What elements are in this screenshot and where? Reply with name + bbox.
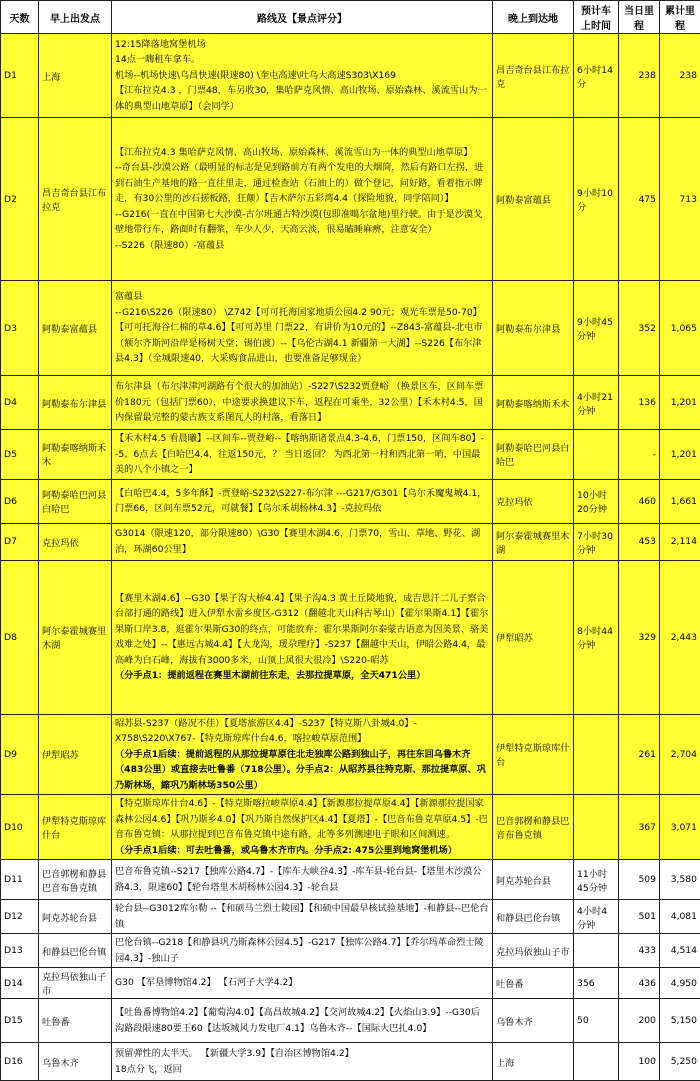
start-location-cell: 伊犁昭苏	[39, 714, 112, 795]
end-location-cell: 昌吉奇台县江布拉克	[493, 34, 574, 118]
drive-time-cell	[574, 934, 619, 968]
split-point-note: （分手点1后续：可去吐鲁番，或乌鲁木齐市内。分手点2: 475公里到地窝堡机场）	[115, 843, 489, 859]
route-cell	[112, 34, 493, 118]
route-cell	[112, 376, 493, 430]
day-cell: D6	[1, 479, 39, 523]
route-cell	[112, 118, 493, 281]
route-line: 【白哈巴4.4，5多年酥】-贾登峪-S232\S227-布尔津 ---G217/G301【乌尔禾魔鬼城4.1，门票66，区间车票52元，可就餐】【乌尔禾胡杨林4.3】-克拉玛依	[115, 486, 489, 517]
end-location-cell: 克拉玛依独山子市	[493, 934, 574, 968]
start-location-cell: 阿勒泰布尔津县	[39, 376, 112, 430]
total-mileage-cell: 5,150	[660, 999, 700, 1043]
route-line: 预留弹性的太半天。 【新疆大学3.9】【自治区博物馆4.2】	[115, 1046, 489, 1062]
header-row	[1, 1, 700, 34]
route-cell	[112, 934, 493, 968]
drive-time-cell: 50	[574, 999, 619, 1043]
drive-time-cell	[574, 430, 619, 480]
table-row	[1, 34, 700, 118]
day-cell: D8	[1, 560, 39, 714]
route-line: 【江布拉克4.3 ，门票48，车另收30，集哈萨克风情、高山牧场、原始森林、溪流雪山为一体的典型山地草原】（会同学）	[115, 83, 489, 114]
route-line: --G216\S226（限速80） \Z742【可可托海国家地质公园4.2 90元；观光车票是50-70】【可可托海谷仁棉的草4.6】【可可苏里 门票22，有讲价为10元的】--Z843-富蕴县-北屯市（额尔齐斯河沿岸是杨树天堂；锡伯渡）--【乌伦古湖4.1 新疆第一大湖】--S226【布尔津县4.3】（全城限速40，大采购食品进山，也要准备足够现金）	[115, 305, 489, 367]
table-row	[1, 714, 700, 795]
day-cell: D7	[1, 523, 39, 560]
start-location-cell: 上海	[39, 34, 112, 118]
day-cell: D16	[1, 1043, 39, 1081]
route-cell	[112, 860, 493, 900]
day-cell: D11	[1, 860, 39, 900]
daily-mileage-cell: 329	[619, 560, 660, 714]
day-cell: D3	[1, 281, 39, 376]
route-cell	[112, 430, 493, 480]
start-location-cell: 伊犁特克斯琼库什台	[39, 795, 112, 860]
daily-mileage-cell: 352	[619, 281, 660, 376]
table-row	[1, 795, 700, 860]
daily-mileage-cell: 261	[619, 714, 660, 795]
end-location-cell: 阿克苏轮台县	[493, 860, 574, 900]
end-location-cell: 阿勒泰富蕴县	[493, 118, 574, 281]
route-line: --奇台县-沙漠公路（最明显的标志是见到路前方有两个发电的大烟筒，然后有路口左拐，进到石油生产基地的路一直往里走，通过检查站（石油上的）做个登记，问好路，看着指示牌走，有30公里的沙石搓板路，狂颠）【吉木萨尔五彩湾4.4（探险地貌，同学陪同）】	[115, 160, 489, 207]
route-line: 【赛里木湖4.6】--G30【果子沟大桥4.4】【果子沟4.3 黄土丘陵地貌，成吉思汗二儿子察合台部打通的路线】进入伊犁水雷乡度区-G312（翻越北天山科古琴山）【霍尔果斯4.1】【霍尔果斯口岸3.8，逛霍尔果斯G30的终点，可能放弃；霍尔果斯阿尔泰蒙古语意为因美景、骆美戏难之处】--【惠远古城4.4】【大龙沟，瑷尕理疗】-S237【翻越中天山，伊昭公路4.4，最高峰为白石峰，海拔有3000多米，山顶上风很大很冷】\S220-昭苏	[115, 591, 489, 669]
drive-time-cell: 7小时30分钟	[574, 523, 619, 560]
drive-time-cell: 6小时14分	[574, 34, 619, 118]
route-line: 【江布拉克4.3 集哈萨克风情、高山牧场、原始森林、溪流雪山为一体的典型山地草原】	[115, 145, 489, 161]
route-line: 18点分飞，返回	[115, 1062, 489, 1078]
start-location-cell: 阿勒泰喀纳斯禾木	[39, 430, 112, 480]
end-location-cell: 克拉玛依	[493, 479, 574, 523]
route-cell	[112, 795, 493, 860]
daily-mileage-cell: 200	[619, 999, 660, 1043]
start-location-cell: 阿尔泰霍城赛里木湖	[39, 560, 112, 714]
daily-mileage-cell: 436	[619, 968, 660, 999]
total-mileage-cell: 4,950	[660, 968, 700, 999]
day-cell: D4	[1, 376, 39, 430]
route-cell	[112, 281, 493, 376]
header-day: 天数	[1, 1, 39, 34]
route-line: --G216(一直在中国第七大沙漠-古尔班通古特沙漠(包即准噶尔盆地)里行驶。由于是沙漠戈壁地带行车，路面时有翻浆，车少人少，天高云淡，很易瞌睡麻痹，注意安全）	[115, 207, 489, 238]
route-line: 布尔津县（布尔津津河湖路有个很大的加油站）-S227\S232贾登峪 （换景区车，区间车票价180元（包括门票60），中途要求换建议下车，返程在可乘坐，32公里）【禾木村4.5，国内保留最完整的蒙古族支系图瓦人的村落，看落日】	[115, 379, 489, 426]
route-line: G30 【军垦博物馆4.2】 【石河子大学4.2】	[115, 975, 489, 991]
table-row	[1, 560, 700, 714]
drive-time-cell: 10小时20分钟	[574, 479, 619, 523]
start-location-cell: 乌鲁木齐	[39, 1043, 112, 1081]
route-cell	[112, 714, 493, 795]
table-row	[1, 430, 700, 480]
start-location-cell: 阿勒泰富蕴县	[39, 281, 112, 376]
table-row	[1, 934, 700, 968]
table-row	[1, 376, 700, 430]
end-location-cell: 伊犁昭苏	[493, 560, 574, 714]
total-mileage-cell: 1,661	[660, 479, 700, 523]
route-line: 巴伦台镇--G218【和静县巩乃斯森林公园4.5】-G217【独库公路4.7】【乔尔玛革命烈士陵园4.3】-独山子	[115, 935, 489, 966]
total-mileage-cell: 2,114	[660, 523, 700, 560]
start-location-cell: 吐鲁番	[39, 999, 112, 1043]
split-point-note: （分手点1：提前返程在赛里木湖前往东走，去那拉提草原，全天471公里）	[115, 668, 489, 684]
daily-mileage-cell: -	[619, 430, 660, 480]
daily-mileage-cell: 433	[619, 934, 660, 968]
route-line: G3014（限速120，部分限速80）\G30【赛里木湖4.6，门票70，雪山、草地、野花、湖泊，环湖60公里】	[115, 526, 489, 557]
start-location-cell: 阿勒泰哈巴河县白哈巴	[39, 479, 112, 523]
daily-mileage-cell: 475	[619, 118, 660, 281]
day-cell: D2	[1, 118, 39, 281]
route-line: 轮台县--G3012库尔勒 --【和硕马兰烈士陵园】【和硕中国最早核试验基地】-和静县--巴伦台镇	[115, 901, 489, 932]
header-start: 早上出发点	[39, 1, 112, 34]
drive-time-cell: 11小时45分钟	[574, 860, 619, 900]
route-line: 机场--机场快速\乌昌快速(限速80) \奎屯高速\吐乌大高速S303\X169	[115, 68, 489, 84]
total-mileage-cell: 1,201	[660, 376, 700, 430]
daily-mileage-cell: 501	[619, 900, 660, 934]
header-route: 路线及【景点评分】	[112, 1, 493, 34]
day-cell: D9	[1, 714, 39, 795]
route-line: 昭苏县-S237（路况不佳）【夏塔旅游区4.4】-S237【特克斯八卦城4.0】-X758\S220\X767-【特克斯琼库什台4.6，喀拉峻草原范围】	[115, 716, 489, 747]
route-line: 富蕴县	[115, 289, 489, 305]
table-row	[1, 860, 700, 900]
daily-mileage-cell: 238	[619, 34, 660, 118]
day-cell: D14	[1, 968, 39, 999]
start-location-cell: 克拉玛依独山子市	[39, 968, 112, 999]
header-daily: 当日里程	[619, 1, 660, 34]
route-cell	[112, 968, 493, 999]
route-line: 【特克斯琼库什台4.6】-【特克斯喀拉峻草原4.4】【新源那拉提草原4.4】【新源那拉提国家森林公园4.6】【巩乃斯乡4.0】【巩乃斯自然保护区4.4】【夏塔】-【巴音布鲁克草原4.5】-巴音布鲁克镇：从那拉提到巴音布鲁克镇中途有路，北等多列测速电子眼和区间测速。	[115, 796, 489, 843]
daily-mileage-cell: 460	[619, 479, 660, 523]
route-cell	[112, 999, 493, 1043]
daily-mileage-cell: 509	[619, 860, 660, 900]
drive-time-cell: 8小时44分钟	[574, 560, 619, 714]
header-time: 预计车上时间	[574, 1, 619, 34]
end-location-cell: 上海	[493, 1043, 574, 1081]
drive-time-cell	[574, 714, 619, 795]
drive-time-cell	[574, 795, 619, 860]
daily-mileage-cell: 453	[619, 523, 660, 560]
end-location-cell: 乌鲁木齐	[493, 999, 574, 1043]
route-line: 12:15降落地窝堡机场	[115, 37, 489, 53]
total-mileage-cell: 5,250	[660, 1043, 700, 1081]
table-row	[1, 523, 700, 560]
day-cell: D1	[1, 34, 39, 118]
header-total: 累计里程	[660, 1, 700, 34]
drive-time-cell: 356	[574, 968, 619, 999]
drive-time-cell: 4小时4分钟	[574, 900, 619, 934]
end-location-cell: 和静县巴伦台镇	[493, 900, 574, 934]
end-location-cell: 阿勒泰布尔津县	[493, 281, 574, 376]
drive-time-cell: 4小时21分钟	[574, 376, 619, 430]
route-cell	[112, 523, 493, 560]
day-cell: D12	[1, 900, 39, 934]
day-cell: D15	[1, 999, 39, 1043]
daily-mileage-cell: 100	[619, 1043, 660, 1081]
day-cell: D13	[1, 934, 39, 968]
total-mileage-cell: 713	[660, 118, 700, 281]
table-row	[1, 281, 700, 376]
end-location-cell: 吐鲁番	[493, 968, 574, 999]
end-location-cell: 伊犁特克斯琼库什台	[493, 714, 574, 795]
drive-time-cell: 9小时10分	[574, 118, 619, 281]
day-cell: D5	[1, 430, 39, 480]
start-location-cell: 昌吉奇台县江布拉克	[39, 118, 112, 281]
total-mileage-cell: 3,580	[660, 860, 700, 900]
table-row	[1, 968, 700, 999]
start-location-cell: 巴音郭楞和静县巴音布鲁克镇	[39, 860, 112, 900]
end-location-cell: 阿勒泰哈巴河县白哈巴	[493, 430, 574, 480]
table-row	[1, 999, 700, 1043]
end-location-cell: 阿勒泰喀纳斯禾木	[493, 376, 574, 430]
total-mileage-cell: 238	[660, 34, 700, 118]
table-row	[1, 118, 700, 281]
total-mileage-cell: 4,081	[660, 900, 700, 934]
end-location-cell: 阿尔泰霍城赛里木湖	[493, 523, 574, 560]
total-mileage-cell: 1,065	[660, 281, 700, 376]
end-location-cell: 巴音郭楞和静县巴音布鲁克镇	[493, 795, 574, 860]
route-cell	[112, 479, 493, 523]
route-line: 【吐鲁番博物馆4.2】【葡萄沟4.0】【高昌故城4.2】【交河故城4.2】【火焰山3.9】--G30后沟路段限速80要王60【达坂城风力发电厂4.1】乌鲁木齐--【国际大巴扎4.0】	[115, 1005, 489, 1036]
total-mileage-cell: 2,443	[660, 560, 700, 714]
start-location-cell: 克拉玛依	[39, 523, 112, 560]
header-end: 晚上到达地	[493, 1, 574, 34]
total-mileage-cell: 1,201	[660, 430, 700, 480]
daily-mileage-cell: 136	[619, 376, 660, 430]
table-body	[1, 34, 700, 1081]
route-line: 14点一嗨租车拿车。	[115, 52, 489, 68]
day-cell: D10	[1, 795, 39, 860]
daily-mileage-cell: 367	[619, 795, 660, 860]
route-line: --S226（限速80）-富蕴县	[115, 238, 489, 254]
route-line: 【禾木村4.5 看晨曦】--区间车--贾登峪--【喀纳斯诸景点4.3-4.6，门票150，区间车80】--5、6点去【白哈巴4.4，往返150元，？ 当日返回？ 为西北第一村和西北第一哨，中国最美的八个小镇之一】	[115, 431, 489, 478]
table-row	[1, 900, 700, 934]
start-location-cell: 阿克苏轮台县	[39, 900, 112, 934]
start-location-cell: 和静县巴伦台镇	[39, 934, 112, 968]
route-cell	[112, 560, 493, 714]
total-mileage-cell: 2,704	[660, 714, 700, 795]
route-cell	[112, 900, 493, 934]
table-row	[1, 479, 700, 523]
total-mileage-cell: 4,514	[660, 934, 700, 968]
route-line: 巴音布鲁克镇--S217【独库公路4.7】-【库车大峡谷4.3】-库车县-轮台县-【塔里木沙漠公路4.3，限速60】【轮台塔里木胡杨林公园4.3】-轮台县	[115, 864, 489, 895]
total-mileage-cell: 3,071	[660, 795, 700, 860]
split-point-note: （分手点1后续：提前返程的从那拉提草原往北走独库公路到独山子，再往东回乌鲁木齐（483公里）或直接去吐鲁番（718公里）。分手点2：从昭苏县往特克斯、那拉提草原、巩乃斯林场，縮巩乃斯林场350公里）	[115, 747, 489, 794]
drive-time-cell: 9小时45分钟	[574, 281, 619, 376]
